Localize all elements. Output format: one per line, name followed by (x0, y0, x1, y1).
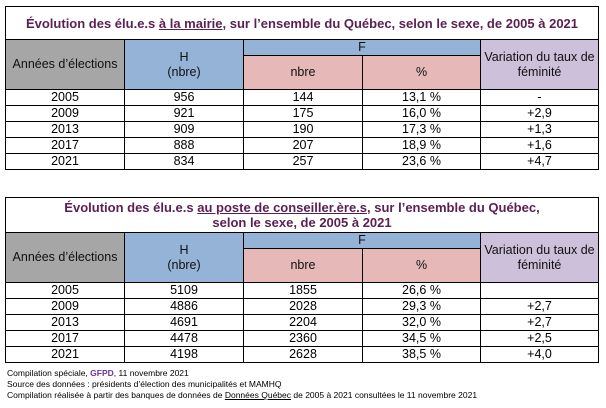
cell-nbre: 2360 (244, 331, 363, 347)
cell-h: 888 (125, 138, 244, 154)
cell-nbre: 2204 (244, 315, 363, 331)
cell-nbre: 175 (244, 106, 363, 122)
header-h: H (nbre) (125, 233, 244, 283)
cell-year: 2005 (6, 283, 125, 299)
cell-h: 5109 (125, 283, 244, 299)
header-years: Années d’élections (6, 233, 125, 283)
table-row (6, 299, 599, 315)
cell-nbre: 2628 (244, 347, 363, 363)
cell-year: 2021 (6, 154, 125, 170)
cell-year: 2017 (6, 331, 125, 347)
donnees-quebec-link[interactable]: Données Québec (224, 390, 292, 400)
cell-pct: 26,6 % (363, 283, 481, 299)
note-databases: Compilation réalisée à partir des banques de données de Données Québec de 2005 à 2021 consultées le 11 novembre 2021 (7, 390, 478, 400)
cell-nbre: 2028 (244, 299, 363, 315)
cell-var: +1,6 (481, 138, 599, 154)
cell-nbre: 1855 (244, 283, 363, 299)
header-f: F (244, 40, 481, 56)
cell-h: 4691 (125, 315, 244, 331)
table-row (6, 90, 599, 106)
cell-year: 2017 (6, 138, 125, 154)
table-row (6, 106, 599, 122)
cell-year: 2005 (6, 90, 125, 106)
cell-year: 2021 (6, 347, 125, 363)
cell-pct: 34,5 % (363, 331, 481, 347)
mayors-table (5, 6, 599, 170)
table-title: Évolution des élu.e.s à la mairie, sur l’ensemble du Québec, selon le sexe, de 2005 à 2021 (6, 7, 599, 40)
cell-var: +2,9 (481, 106, 599, 122)
cell-h: 909 (125, 122, 244, 138)
cell-var: +2,7 (481, 315, 599, 331)
table-row (6, 138, 599, 154)
table-row (6, 154, 599, 170)
cell-pct: 23,6 % (363, 154, 481, 170)
header-years: Années d’élections (6, 40, 125, 90)
header-nbre: nbre (244, 56, 363, 90)
table-row (6, 283, 599, 299)
cell-h: 956 (125, 90, 244, 106)
cell-pct: 18,9 % (363, 138, 481, 154)
table-row (6, 331, 599, 347)
cell-nbre: 257 (244, 154, 363, 170)
cell-pct: 16,0 % (363, 106, 481, 122)
cell-year: 2009 (6, 106, 125, 122)
cell-h: 921 (125, 106, 244, 122)
cell-var (481, 283, 599, 299)
header-h: H (nbre) (125, 40, 244, 90)
cell-var: +4,7 (481, 154, 599, 170)
cell-var: +4,0 (481, 347, 599, 363)
cell-pct: 13,1 % (363, 90, 481, 106)
councillors-table (5, 197, 599, 363)
cell-var: +2,5 (481, 331, 599, 347)
header-nbre: nbre (244, 249, 363, 283)
table-title: Évolution des élu.e.s au poste de conseiller.ère.s, sur l’ensemble du Québec, selon le sexe, de 2005 à 2021 (6, 198, 599, 233)
cell-year: 2009 (6, 299, 125, 315)
header-variation: Variation du taux de féminité (481, 40, 599, 90)
cell-h: 4478 (125, 331, 244, 347)
table-row (6, 122, 599, 138)
cell-nbre: 144 (244, 90, 363, 106)
cell-year: 2013 (6, 315, 125, 331)
table-row (6, 347, 599, 363)
cell-nbre: 190 (244, 122, 363, 138)
source-notes (7, 368, 477, 401)
note-compilation: Compilation spéciale, GFPD, 11 novembre 2021 (7, 368, 189, 378)
cell-h: 4198 (125, 347, 244, 363)
header-f: F (244, 233, 481, 249)
cell-year: 2013 (6, 122, 125, 138)
cell-pct: 29,3 % (363, 299, 481, 315)
cell-nbre: 207 (244, 138, 363, 154)
cell-h: 4886 (125, 299, 244, 315)
header-variation: Variation du taux de féminité (481, 233, 599, 283)
cell-pct: 32,0 % (363, 315, 481, 331)
cell-var: +2,7 (481, 299, 599, 315)
cell-var: - (481, 90, 599, 106)
cell-pct: 17,3 % (363, 122, 481, 138)
table-row (6, 315, 599, 331)
cell-var: +1,3 (481, 122, 599, 138)
header-pct: % (363, 56, 481, 90)
note-source: Source des données : présidents d’élection des municipalités et MAMHQ (7, 379, 282, 389)
cell-h: 834 (125, 154, 244, 170)
header-pct: % (363, 249, 481, 283)
cell-pct: 38,5 % (363, 347, 481, 363)
